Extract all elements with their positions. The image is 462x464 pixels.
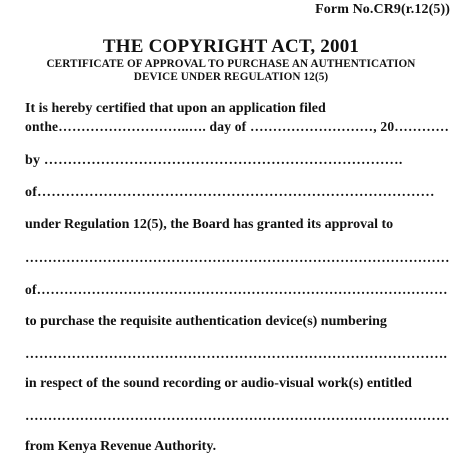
applicant-by-line: by …………………………………………………………………. — [25, 153, 403, 168]
date-field-line: onthe………………………..…. day of ………………………, 20………… — [25, 119, 450, 134]
grantee-blank-line: ………………………………………………………………………………… — [25, 250, 450, 265]
form-number: Form No.CR9(r.12(5)) — [315, 2, 450, 17]
device-numbering-line: ………………………………………………………………………………. — [25, 346, 448, 361]
document-subtitle — [0, 58, 462, 84]
issuer-statement: from Kenya Revenue Authority. — [25, 439, 217, 454]
grantee-of-line: of……………………………………………………………………………… — [25, 282, 448, 297]
work-title-line: ………………………………………………………………………………… — [25, 408, 450, 423]
applicant-of-line: of………………………………………………………………………… — [25, 185, 435, 200]
regulation-statement: under Regulation 12(5), the Board has granted its approval to — [25, 217, 394, 232]
purchase-statement: to purchase the requisite authentication device(s) numbering — [25, 314, 387, 329]
subtitle-line-2: DEVICE UNDER REGULATION 12(5) — [133, 71, 329, 83]
document-title: THE COPYRIGHT ACT, 2001 — [102, 36, 360, 57]
work-statement: in respect of the sound recording or audio-visual work(s) entitled — [25, 376, 412, 391]
subtitle-line-1: CERTIFICATE OF APPROVAL TO PURCHASE AN AUTHENTICATION — [46, 58, 416, 70]
certified-statement: It is hereby certified that upon an application filed — [25, 101, 326, 116]
